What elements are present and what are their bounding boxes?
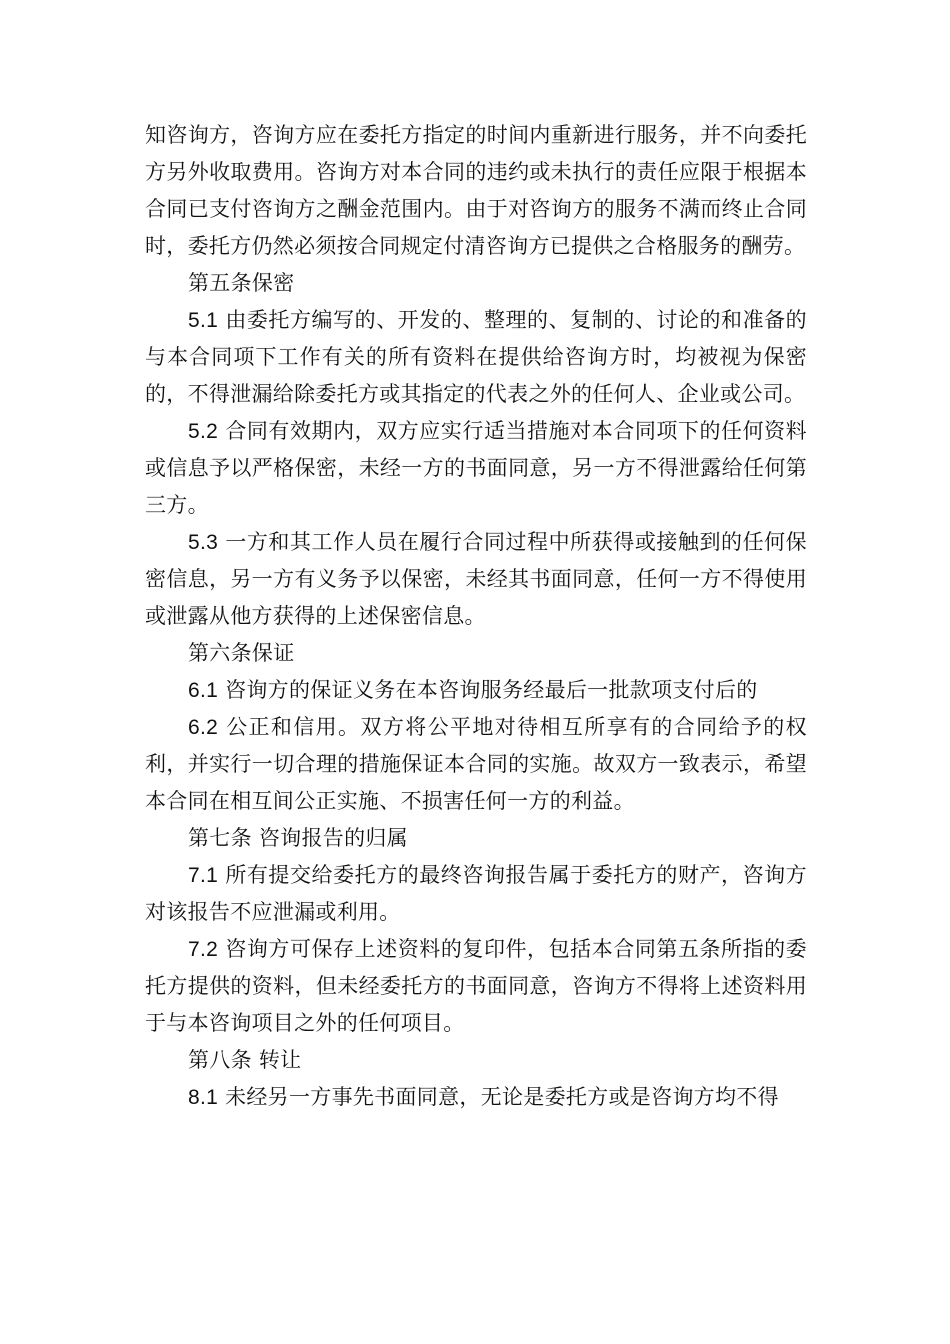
clause-number: 5.3 bbox=[188, 531, 219, 554]
clause-number: 6.2 bbox=[188, 716, 219, 739]
document-page bbox=[145, 117, 807, 1116]
clause-number: 7.2 bbox=[188, 938, 219, 961]
heading-text: 第五条保密 bbox=[188, 271, 295, 295]
clause-text: 所有提交给委托方的最终咨询报告属于委托方的财产，咨询方对该报告不应泄漏或利用。 bbox=[145, 863, 807, 924]
clause-number: 8.1 bbox=[188, 1086, 219, 1109]
clause-7-1 bbox=[145, 857, 807, 931]
clause-text: 合同有效期内，双方应实行适当措施对本合同项下的任何资料或信息予以严格保密，未经一方的书面同意，另一方不得泄露给任何第三方。 bbox=[145, 419, 807, 517]
clause-5-1 bbox=[145, 302, 807, 413]
clause-number: 5.1 bbox=[188, 309, 219, 332]
section-heading-5 bbox=[145, 265, 807, 302]
heading-text: 第七条 咨询报告的归属 bbox=[188, 826, 408, 850]
clause-6-1 bbox=[145, 672, 807, 709]
heading-text: 第六条保证 bbox=[188, 641, 295, 665]
clause-text: 由委托方编写的、开发的、整理的、复制的、讨论的和准备的与本合同项下工作有关的所有资料在提供给咨询方时，均被视为保密的，不得泄漏给除委托方或其指定的代表之外的任何人、企业或公司。 bbox=[145, 308, 807, 406]
section-heading-6 bbox=[145, 635, 807, 672]
clause-text: 未经另一方事先书面同意，无论是委托方或是咨询方均不得 bbox=[225, 1085, 779, 1109]
paragraph-text: 知咨询方，咨询方应在委托方指定的时间内重新进行服务，并不向委托方另外收取费用。咨询方对本合同的违约或未执行的责任应限于根据本合同已支付咨询方之酬金范围内。由于对咨询方的服务不满而终止合同时，委托方仍然必须按合同规定付清咨询方已提供之合格服务的酬劳。 bbox=[145, 123, 807, 258]
clause-text: 公正和信用。双方将公平地对待相互所享有的合同给予的权利，并实行一切合理的措施保证本合同的实施。故双方一致表示，希望本合同在相互间公正实施、不损害任何一方的利益。 bbox=[145, 715, 807, 813]
clause-text: 咨询方可保存上述资料的复印件，包括本合同第五条所指的委托方提供的资料，但未经委托方的书面同意，咨询方不得将上述资料用于与本咨询项目之外的任何项目。 bbox=[145, 937, 807, 1035]
clause-text: 咨询方的保证义务在本咨询服务经最后一批款项支付后的 bbox=[225, 678, 758, 702]
clause-number: 5.2 bbox=[188, 420, 219, 443]
clause-5-3 bbox=[145, 524, 807, 635]
clause-8-1 bbox=[145, 1079, 807, 1116]
section-heading-8 bbox=[145, 1042, 807, 1079]
clause-number: 6.1 bbox=[188, 679, 219, 702]
heading-text: 第八条 转让 bbox=[188, 1048, 302, 1072]
clause-number: 7.1 bbox=[188, 864, 219, 887]
paragraph-continuation bbox=[145, 117, 807, 265]
clause-5-2 bbox=[145, 413, 807, 524]
clause-6-2 bbox=[145, 709, 807, 820]
clause-text: 一方和其工作人员在履行合同过程中所获得或接触到的任何保密信息，另一方有义务予以保密，未经其书面同意，任何一方不得使用或泄露从他方获得的上述保密信息。 bbox=[145, 530, 807, 628]
section-heading-7 bbox=[145, 820, 807, 857]
clause-7-2 bbox=[145, 931, 807, 1042]
